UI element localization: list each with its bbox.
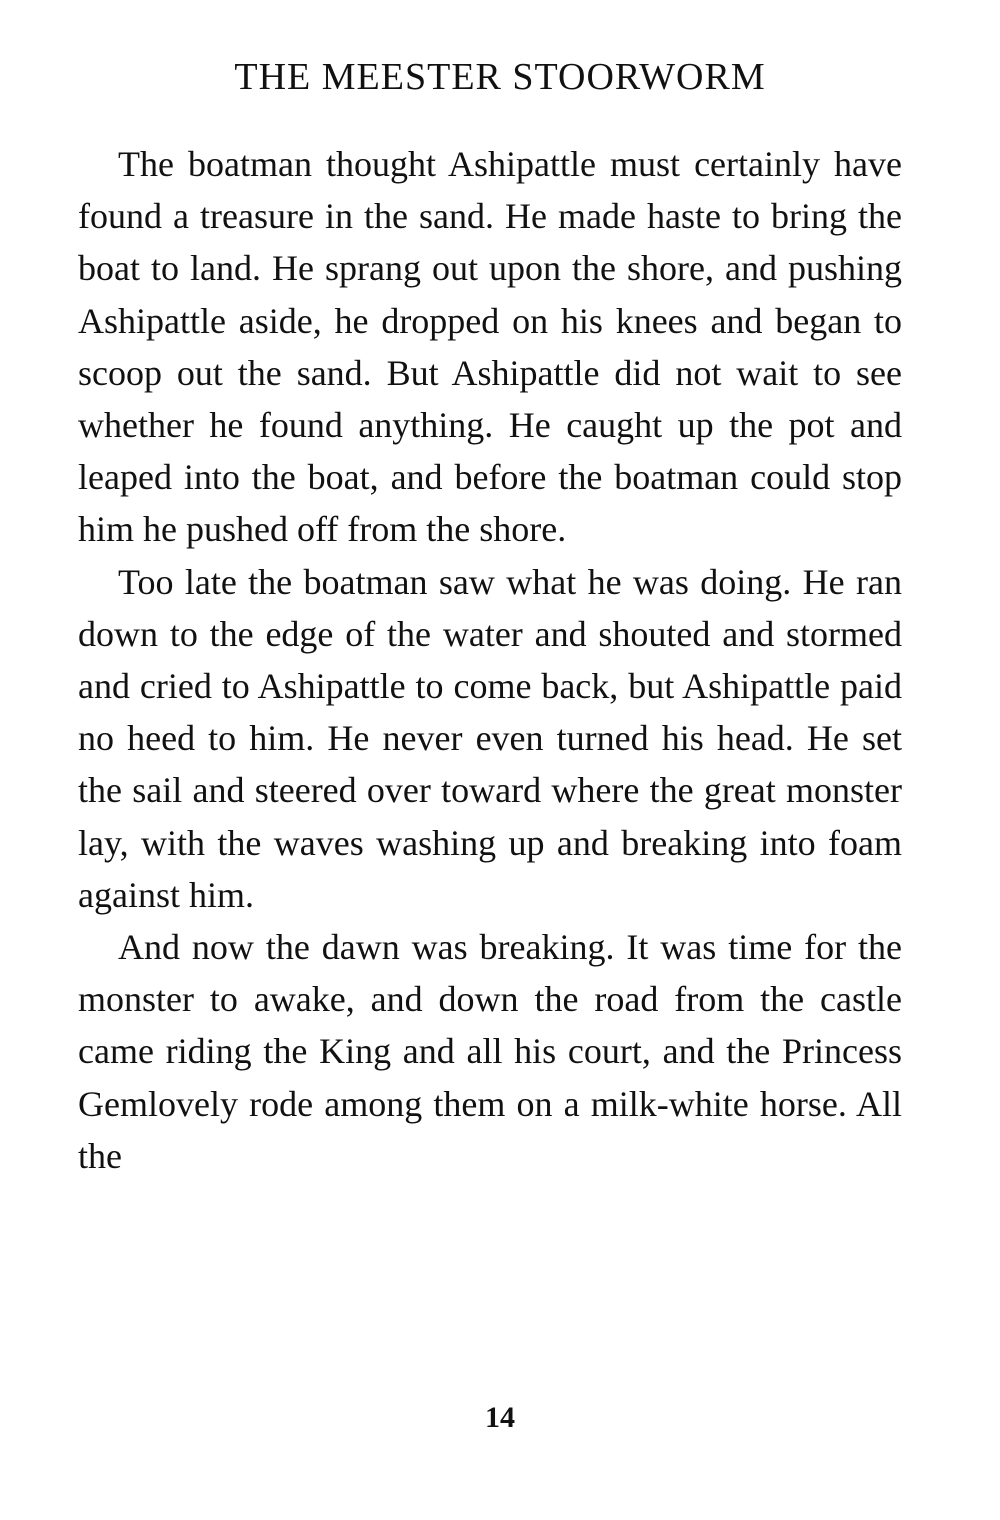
running-head: THE MEESTER STOORWORM <box>234 56 766 98</box>
paragraph-3: And now the dawn was breaking. It was time for the monster to awake, and down the road from the castle came riding the King and all his court, and the Princess Gemlovely rode among them on a milk-white horse. All the <box>78 927 902 1176</box>
paragraph-2: Too late the boatman saw what he was doing. He ran down to the edge of the water and shouted and stormed and cried to Ashipattle to come back, but Ashipattle paid no heed to him. He never even turned his head. He set the sail and steered over toward where the great monster lay, with the waves washing up and breaking into foam against him. <box>78 561 902 915</box>
paragraph-1: The boatman thought Ashipattle must certainly have found a treasure in the sand. He made haste to bring the boat to land. He sprang out upon the shore, and pushing Ashipattle aside, he dropped on his knees and began to scoop out the sand. But Ashipattle did not wait to see whether he found anything. He caught up the pot and leaped into the boat, and before the boatman could stop him he pushed off from the shore. <box>78 144 902 550</box>
body-text <box>78 138 902 1182</box>
page-number: 14 <box>485 1401 515 1434</box>
